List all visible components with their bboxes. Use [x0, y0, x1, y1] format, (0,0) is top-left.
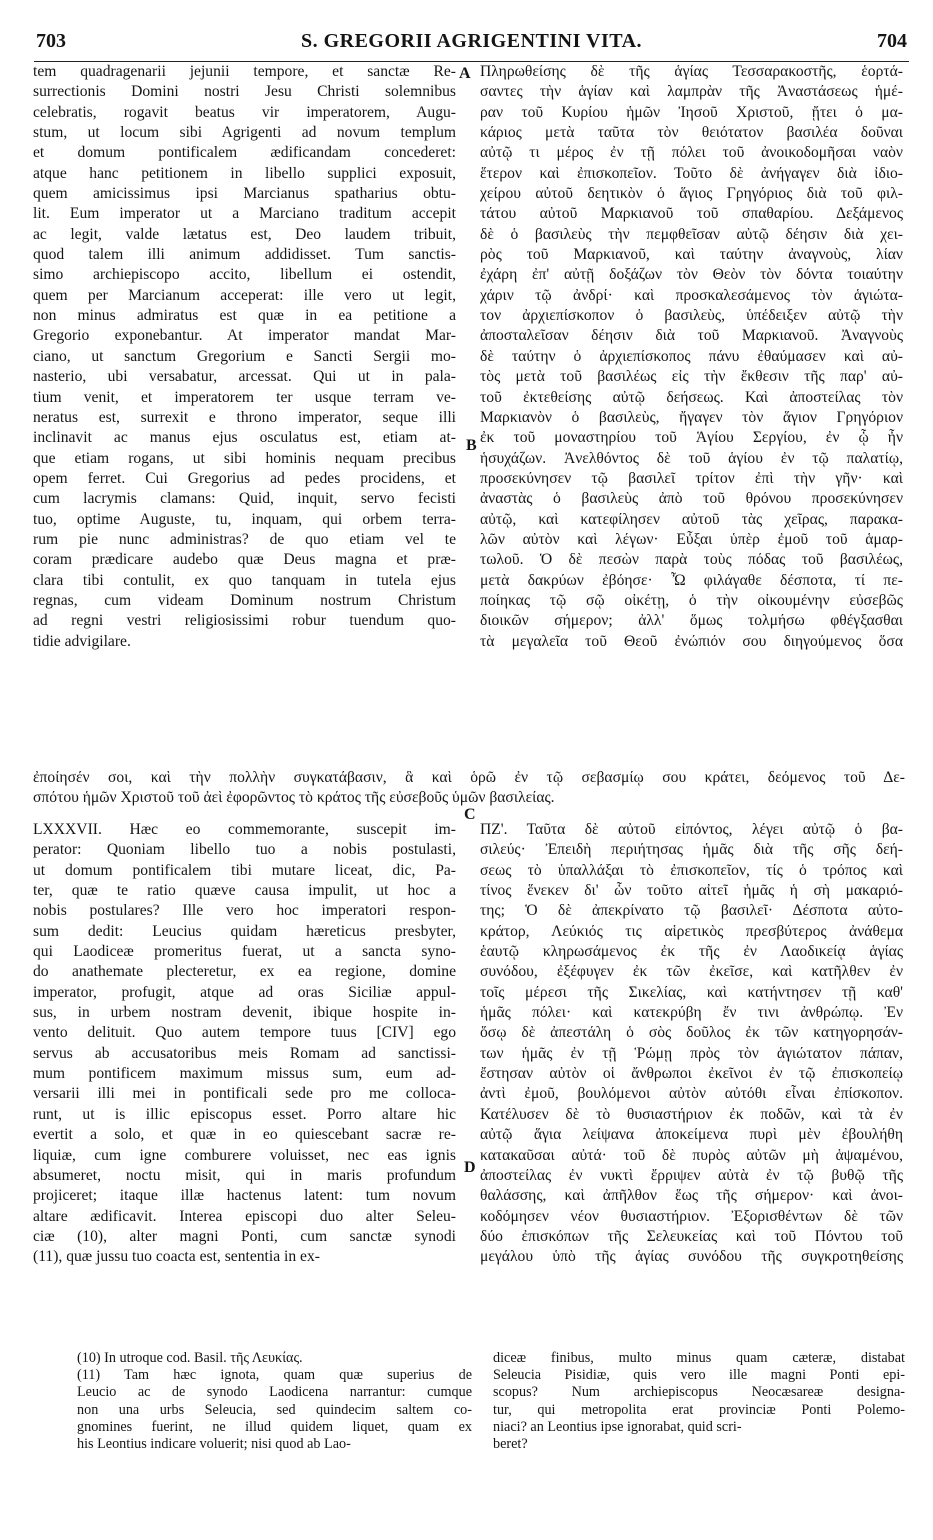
text-line: Leucio ac de synodo Laodicena narrantur: cumque: [77, 1384, 472, 1401]
text-line: cum lacrymis clamans: Quid, inquit, servo fecisti: [33, 490, 456, 508]
text-line: quem per Marcianum acceperat: ille vero ut legit,: [33, 286, 456, 304]
text-line: tium venit, et imperatorem ter usque terram ve-: [33, 388, 456, 406]
text-line: προσεκύνησεν τῷ βασιλεῖ τρίτον ἐπὶ τὴν γῆν· καὶ: [480, 469, 903, 487]
text-line: ὅσῳ δὲ ἀπεστάλη ὁ σὸς δοῦλος ἐκ τῶν κατηγορησάν-: [480, 1024, 903, 1042]
text-line: Κατέλυσεν δὲ τὸ θυσιαστήριον ἐκ ποδῶν, καὶ τὰ ἐν: [480, 1105, 903, 1123]
footnotes-left: [77, 1350, 472, 1453]
text-line: λῶν αὐτὸν καὶ λέγων· Εὖξαι ὑπὲρ ἐμοῦ τοῦ ἁμαρ-: [480, 530, 903, 548]
text-line: ἕτερον καὶ ἐπισκοπεῖον. Τοῦτο δὲ ἀνήγαγεν διὰ ἰδιο-: [480, 164, 903, 182]
text-line: projiceret; itaque illæ hactenus latent: tum novum: [33, 1187, 456, 1205]
text-line: τοῦ ἐκτεθείσης αὐτῷ δεήσεως. Καὶ ἀποστείλας τὸν: [480, 388, 903, 406]
text-line: clara tibi contulit, ex quo tanquam in tutela ejus: [33, 571, 456, 589]
text-line: nobis postulares? Ille vero hoc imperatori respon-: [33, 902, 456, 920]
text-line: lit. Eum imperator ut a Marciano traditum accepit: [33, 205, 456, 223]
text-line: σαντες τὴν ἁγίαν καὶ λαμπρὰν τῆς Ἀναστάσεως ἡμέ-: [480, 83, 903, 101]
text-line: ἀναστὰς ὁ βασιλεὺς ἀπὸ τοῦ θρόνου προσεκύνησεν: [480, 490, 903, 508]
text-line: LXXXVII. Hæc eo commemorante, suscepit im-: [33, 821, 456, 838]
text-line: δύο ἐπισκόπων τῆς Σελευκείας καὶ τοῦ Πόντου τοῦ: [480, 1227, 903, 1245]
text-line: rum pie nunc administras? de quo etiam vel te: [33, 530, 456, 548]
text-line: evertit a solo, et quæ in eo quiescebant sacræ re-: [33, 1126, 456, 1144]
text-line: mum pontificem maximum missus sum, eum ad-: [33, 1065, 456, 1083]
text-line: surrectionis Domini nostri Jesu Christi solemnibus: [33, 83, 456, 101]
latin-column-top: [33, 62, 456, 652]
text-line: τὸς μετὰ τοῦ βασιλέως εἰς τὴν ἔκθεσιν τῆς παρ' αὐ-: [480, 368, 903, 386]
text-line: stum, ut locum sibi Agrigenti ad novum templum: [33, 124, 456, 142]
page-number-right: 704: [877, 30, 907, 52]
text-line: ἡσυχάζων. Ἀνελθόντος δὲ τοῦ ἁγίου ἐν τῷ παλατίῳ,: [480, 449, 903, 467]
text-line: tur, qui metropolita erat provinciæ Ponti Polemo-: [493, 1401, 905, 1418]
text-line: inclinavit ac manus ejus osculatus est, etiam at-: [33, 429, 456, 447]
greek-column-top: [480, 62, 903, 652]
text-line: beret?: [493, 1435, 528, 1452]
text-line: sum dedit: Leucius quidam hæreticus presbyter,: [33, 922, 456, 940]
text-line: quod talem illi animum addidisset. Tum sanctis-: [33, 246, 456, 264]
text-line: αὐτῷ τι μέρος ἐν τῇ πόλει τοῦ ἀνοικοδομῆσαι ναὸν: [480, 144, 903, 162]
footnotes-right: [493, 1350, 905, 1453]
text-line: σεως τὸ ὑπαλλάξαι τὸ ἐπισκοπεῖον, τίς ὁ τρόπος καὶ: [480, 861, 903, 879]
text-line: Μαρκιανὸν ὁ βασιλεὺς, ἤγαγεν τὸν ἅγιον Γρηγόριον: [480, 408, 903, 426]
text-line: συνόδου, ἐξέφυγεν ἐκ τῶν ἐκεῖσε, καὶ κατῆλθεν ἐν: [480, 963, 903, 981]
text-line: των ἡμᾶς ἐν τῇ Ῥώμῃ πρὸς τὸν ἁγιώτατον πάπαν,: [480, 1044, 903, 1062]
text-line: χείρου αὐτοῦ δεητικὸν ὁ ἅγιος Γρηγόριος διὰ τοῦ φιλ-: [480, 185, 903, 203]
text-line: κατακαῦσαι αὐτά· τοῦ δὲ πυρὸς αὐτῶν μὴ ἁψαμένου,: [480, 1146, 903, 1164]
text-line: quem amicissimus ipsi Marcianus spatharius obtu-: [33, 185, 456, 203]
text-line: δὲ ὁ βασιλεὺς τὴν πεμφθεῖσαν αὐτῷ δέησιν διὰ χει-: [480, 225, 903, 243]
text-line: perator: Quoniam libello tuo a nobis postulasti,: [33, 841, 456, 859]
text-line: της; Ὁ δὲ ἀπεκρίνατο τῷ βασιλεῖ· Δέσποτα αὐτο-: [480, 902, 903, 920]
text-line: (11) Tam hæc ignota, quam quæ superius de: [77, 1367, 472, 1384]
section-marker-d: D: [464, 1159, 476, 1176]
text-line: imperator, profugit, atque ad oras Siciliæ appul-: [33, 983, 456, 1001]
text-line: (11), quæ jussu tuo coacta est, sententia in ex-: [33, 1248, 320, 1266]
text-line: χάριν τῷ ἀνδρί· καὶ προσκαλεσάμενος τὸν ἁγιώτα-: [480, 286, 903, 304]
text-line: τίνος ἕνεκεν δι' ὧν τοῦτο αἰτεῖ ἡμᾶς ἡ σὴ μακαριό-: [480, 882, 903, 900]
text-line: simo archiepiscopo accito, libellum ei ostendit,: [33, 266, 456, 284]
text-line: δὲ ταύτην ὁ ἀρχιεπίσκοπος πάνυ ἐθαύμασεν καὶ αὐ-: [480, 347, 903, 365]
text-line: scopus? Num archiepiscopus Neocæsareæ designa-: [493, 1384, 905, 1401]
page-number-left: 703: [36, 30, 66, 52]
text-line: Seleucia Pisidiæ, quis vero ille magni Ponti epi-: [493, 1367, 905, 1384]
text-line: ciano, ut sanctum Gregorium e Sancti Sergii mo-: [33, 347, 456, 365]
text-line: τωλοῦ. Ὁ δὲ πεσὼν παρὰ τοὺς πόδας τοῦ βασιλέως,: [480, 551, 903, 569]
section-marker-a: A: [459, 65, 471, 82]
text-line: ἐποίησέν σοι, καὶ τὴν πολλὴν συγκατάβασιν, ἃ καὶ ὁρῶ ἐν τῷ σεβασμίῳ σου κράτει, δεόμενος τοῦ Δε-: [33, 769, 905, 786]
text-line: que etiam rogans, ut sibi hominis nequam precibus: [33, 449, 456, 467]
running-header: [36, 30, 907, 60]
text-line: nasterio, ubi versabatur, arcessat. Qui ut in pala-: [33, 368, 456, 386]
text-line: diceæ finibus, multo minus quam cæteræ, distabat: [493, 1350, 905, 1366]
text-line: liquiæ, cum igne comburere voluisset, nec eas ignis: [33, 1146, 456, 1164]
text-line: et domum pontificalem ædificandam concederet:: [33, 144, 456, 162]
text-line: ac legit, valde lætatus est, Deo laudem tribuit,: [33, 225, 456, 243]
text-line: gnomines fuerint, ne illud quidem liquet, quam ex: [77, 1418, 472, 1435]
text-line: tidie advigilare.: [33, 632, 131, 650]
text-line: ἔστησαν αὐτὸν οἱ ἄνθρωποι ἐκεῖνοι ἐν τῷ ἐπισκοπείῳ: [480, 1065, 903, 1083]
text-line: ΠΖ'. Ταῦτα δὲ αὐτοῦ εἰπόντος, λέγει αὐτῷ ὁ βα-: [480, 821, 903, 838]
text-line: ad regni vestri religiosissimi robur tuendum quo-: [33, 612, 456, 630]
text-line: opem ferret. Cui Gregorius ad pedes procidens, et: [33, 469, 456, 487]
text-line: μεγάλου ὑπὸ τῆς ἁγίας συνόδου τῆς συγκροτηθείσης: [480, 1248, 903, 1266]
text-line: tuo, optime Auguste, tu, inquam, qui orbem terra-: [33, 510, 456, 528]
text-line: altare ædificavit. Interea episcopi duo alter Seleu-: [33, 1207, 456, 1225]
text-line: σιλεύς· Ἐπειδὴ περιήτησας ἡμᾶς διὰ τῆς σῆς δεή-: [480, 841, 903, 859]
greek-spanning-lines: [33, 768, 905, 809]
text-line: ter, quæ te ratio quæve causa impulit, ut hoc a: [33, 882, 456, 900]
text-line: ciæ (10), alter magni Ponti, cum sanctæ synodi: [33, 1227, 456, 1245]
text-line: Gregorio exponebantur. At imperator mandat Mar-: [33, 327, 456, 345]
text-line: σπότου ἡμῶν Χριστοῦ τοῦ ἀεὶ ἐφορῶντος τὸ κράτος τῆς εὐσεβοῦς ὑμῶν βασιλείας.: [33, 789, 555, 807]
text-line: τοῖς μέρεσι τῆς Σικελίας, καὶ κατήντησεν τῇ καθ': [480, 983, 903, 1001]
text-line: ἑαυτῷ κληρωσάμενος ἐκ τῆς ἐν Λαοδικείᾳ ἁγίας: [480, 943, 903, 961]
text-line: non una urbs Seleucia, sed quindecim saltem co-: [77, 1401, 472, 1418]
text-line: ἐκ τοῦ μοναστηρίου τοῦ Ἁγίου Σεργίου, ἐν ᾧ ἦν: [480, 429, 903, 447]
section-marker-c: C: [464, 806, 476, 823]
text-line: ἡμᾶς πόλει· καὶ κατεκρύβη ἔν τινι ἀνθρώπῳ. Ἐν: [480, 1004, 903, 1022]
text-line: μετὰ δακρύων ἐβόησε· Ὦ φιλάγαθε δέσποτα, τί πε-: [480, 571, 903, 589]
text-line: neratus est, surrexit e throno imperator, seque illi: [33, 408, 456, 426]
running-title: S. GREGORII AGRIGENTINI VITA.: [300, 30, 643, 52]
text-line: atque hanc petitionem in libello supplici exposuit,: [33, 164, 456, 182]
text-line: runt, ut is illic episcopus esset. Porro altare hic: [33, 1105, 456, 1123]
text-line: αὐτῷ, καὶ κατεφίλησεν αὐτοῦ τὰς χεῖρας, παρακα-: [480, 510, 903, 528]
text-line: (10) In utroque cod. Basil. τῆς Λευκίας.: [77, 1350, 303, 1366]
text-line: κράτορ, Λεύκιός τις αἱρετικὸς πρεσβύτερος ἀνάθεμα: [480, 922, 903, 940]
text-line: servus ab accusatoribus meis Romam ad sanctissi-: [33, 1044, 456, 1062]
text-line: tem quadragenarii jejunii tempore, et sanctæ Re-: [33, 63, 456, 80]
text-line: διοικῶν σήμερον; ἀλλ' ὅμως τολμήσω φθέγξασθαι: [480, 612, 903, 630]
text-line: sus, in urbem nostram devenit, ibique hospite in-: [33, 1004, 456, 1022]
text-line: ποίηκας τῷ σῷ οἰκέτῃ, ὁ τὴν οἰκουμένην εὐσεβῶς: [480, 591, 903, 609]
text-line: τον ἀρχιεπίσκοπον ὁ βασιλεὺς, ὑπέδειξεν αὐτῷ τὴν: [480, 307, 903, 325]
text-line: ut domum pontificalem tibi mutare liceat, dic, Pa-: [33, 861, 456, 879]
text-line: qui Laodiceæ promeritus fuerat, ut a sancta syno-: [33, 943, 456, 961]
text-line: do anathemate plecteretur, ex ea regione, domine: [33, 963, 456, 981]
text-line: ραν τοῦ Κυρίου ἡμῶν Ἰησοῦ Χριστοῦ, ᾔτει ὁ μα-: [480, 103, 903, 121]
text-line: non minus admiratus est quæ in ea petitione a: [33, 307, 456, 325]
text-line: αὐτῷ ἅγια λείψανα ἀποκείμενα πυρὶ μὲν ἐβουλήθη: [480, 1126, 903, 1144]
text-line: niaci? an Leontius ipse ignorabat, quid scri-: [493, 1418, 742, 1435]
text-line: ἀποσταλεῖσαν δέησιν διὰ τοῦ Μαρκιανοῦ. Ἀναγνοὺς: [480, 327, 903, 345]
greek-column-bottom: [480, 820, 903, 1268]
text-line: ρὸς τοῦ Μαρκιανοῦ, καὶ ταύτην ἀναγνοὺς, λίαν: [480, 246, 903, 264]
text-line: κάριος μετὰ ταῦτα τὸν θειότατον βασιλέα δοῦναι: [480, 124, 903, 142]
text-line: τάτου αὐτοῦ Μαρκιανοῦ τοῦ σπαθαρίου. Δεξάμενος: [480, 205, 903, 223]
text-line: regnas, cum videam Dominum nostrum Christum: [33, 591, 456, 609]
text-line: κοδόμησεν νέον θυσιαστήριον. Ἐξορισθέντων δὲ τῶν: [480, 1207, 903, 1225]
text-line: absumeret, noctu misit, qui in maris profundum: [33, 1166, 456, 1184]
text-line: his Leontius indicare voluerit; nisi quod ab Lao-: [77, 1435, 351, 1452]
text-line: versarii illi mei in pontificali sede pro me colloca-: [33, 1085, 456, 1103]
text-line: ἀποστείλας ἐν νυκτὶ ἔρριψεν αὐτὰ ἐν τῷ βυθῷ τῆς: [480, 1166, 903, 1184]
latin-column-bottom: [33, 820, 456, 1268]
text-line: ἀντὶ ἐμοῦ, βουλόμενοι αὐτὸν αὐτόθι εἶναι ἐπίσκοπον.: [480, 1085, 903, 1103]
section-marker-b: B: [466, 437, 477, 454]
text-line: vento delituit. Quo autem tempore tuus [CIV] ego: [33, 1024, 456, 1042]
text-line: Πληρωθείσης δὲ τῆς ἁγίας Τεσσαρακοστῆς, ἑορτά-: [480, 63, 903, 80]
text-line: θαλάσσης, καὶ ἀπῆλθον ἕως τῆς σήμερον· καὶ ἀνοι-: [480, 1187, 903, 1205]
text-line: celebratis, rogavit beatus vir imperatorem, Augu-: [33, 103, 456, 121]
text-line: τὰ μεγαλεῖα τοῦ Θεοῦ ἐνώπιόν σου διηγούμενος ὅσα: [480, 632, 903, 650]
text-line: coram prædicare audebo quæ Deus magna et præ-: [33, 551, 456, 569]
text-line: ἐχάρη ἐπ' αὐτῇ δοξάζων τὸν Θεὸν τὸν δόντα τοιαύτην: [480, 266, 903, 284]
